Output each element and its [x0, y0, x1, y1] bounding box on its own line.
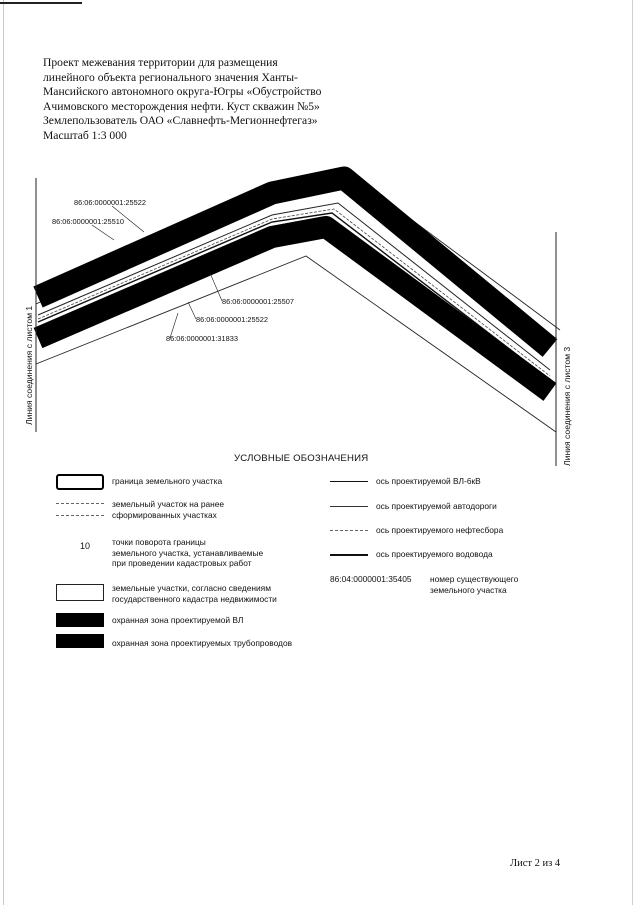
cadastral-map — [0, 160, 640, 470]
legend-label-axis-water: ось проектируемого водовода — [376, 549, 493, 559]
legend-line: номер существующего — [430, 574, 519, 584]
legend-label-cadastre — [112, 583, 277, 604]
legend-label-vl-zone: охранная зона проектируемой ВЛ — [112, 615, 244, 625]
leader-line — [188, 302, 196, 319]
legend-line: земельного участка — [430, 584, 507, 595]
legend-line: сформированных участках — [112, 509, 217, 520]
header-rule — [0, 2, 82, 4]
title-line: Масштаб 1:3 000 — [43, 128, 127, 142]
title-line: линейного объекта регионального значения Ханты- — [43, 70, 298, 84]
legend-line: точки поворота границы — [112, 537, 206, 547]
legend-label-existing-parcel — [430, 574, 518, 595]
join-label-right: Линия соединения с листом 3 — [562, 346, 572, 466]
legend-line: земельного участка, устанавливаемые — [112, 547, 264, 558]
legend-line-road — [330, 506, 368, 507]
legend-swatch-pipeline-zone — [56, 634, 104, 648]
legend-swatch-boundary — [56, 474, 104, 490]
legend-swatch-cadastre — [56, 584, 104, 601]
legend-label-axis-road: ось проектируемой автодороги — [376, 501, 497, 511]
legend-label-prev-parcel — [112, 499, 224, 520]
project-title — [43, 56, 343, 143]
legend-label-turn-points — [112, 537, 263, 569]
title-line: Проект межевания территории для размещения — [43, 56, 278, 69]
legend-line: земельный участок на ранее — [112, 499, 225, 509]
legend-existing-code: 86:04:0000001:35405 — [330, 574, 412, 584]
legend-swatch-vl-zone — [56, 613, 104, 627]
legend-swatch-prev-parcel — [56, 503, 104, 516]
leader-line — [92, 225, 114, 240]
parcel-number-label: 86:06:0000001:31833 — [166, 334, 238, 343]
legend-line: государственного кадастра недвижимости — [112, 593, 277, 604]
legend-line-oil — [330, 530, 368, 531]
legend-label-pipeline-zone: охранная зона проектируемых трубопроводов — [112, 638, 293, 648]
title-line: Ачимовского месторождения нефти. Куст скважин №5» — [43, 99, 320, 113]
legend-point-number: 10 — [80, 541, 91, 551]
legend-label-axis-oil: ось проектируемого нефтесбора — [376, 525, 504, 535]
legend-line-water — [330, 554, 368, 556]
sheet-number: Лист 2 из 4 — [510, 858, 561, 869]
legend-line: земельные участки, согласно сведениям — [112, 583, 271, 593]
parcel-number-label: 86:06:0000001:25507 — [222, 297, 294, 306]
legend-label-boundary: граница земельного участка — [112, 476, 223, 486]
parcel-number-label: 86:06:0000001:25510 — [52, 217, 124, 226]
leader-line — [210, 273, 222, 301]
title-line: Мансийского автономного округа-Югры «Обустройство — [43, 85, 322, 98]
legend-label-axis-vl: ось проектируемой ВЛ-6кВ — [376, 476, 481, 486]
parcel-number-label: 86:06:0000001:25522 — [196, 315, 268, 324]
legend-line: при проведении кадастровых работ — [112, 558, 252, 568]
legend-line-vl — [330, 481, 368, 482]
title-line: Землепользователь ОАО «Славнефть-Мегионнефтегаз» — [43, 114, 318, 127]
legend-title: УСЛОВНЫЕ ОБОЗНАЧЕНИЯ — [234, 453, 369, 464]
join-label-left: Линия соединения с листом 1 — [24, 305, 34, 425]
parcel-number-label: 86:06:0000001:25522 — [74, 198, 146, 207]
